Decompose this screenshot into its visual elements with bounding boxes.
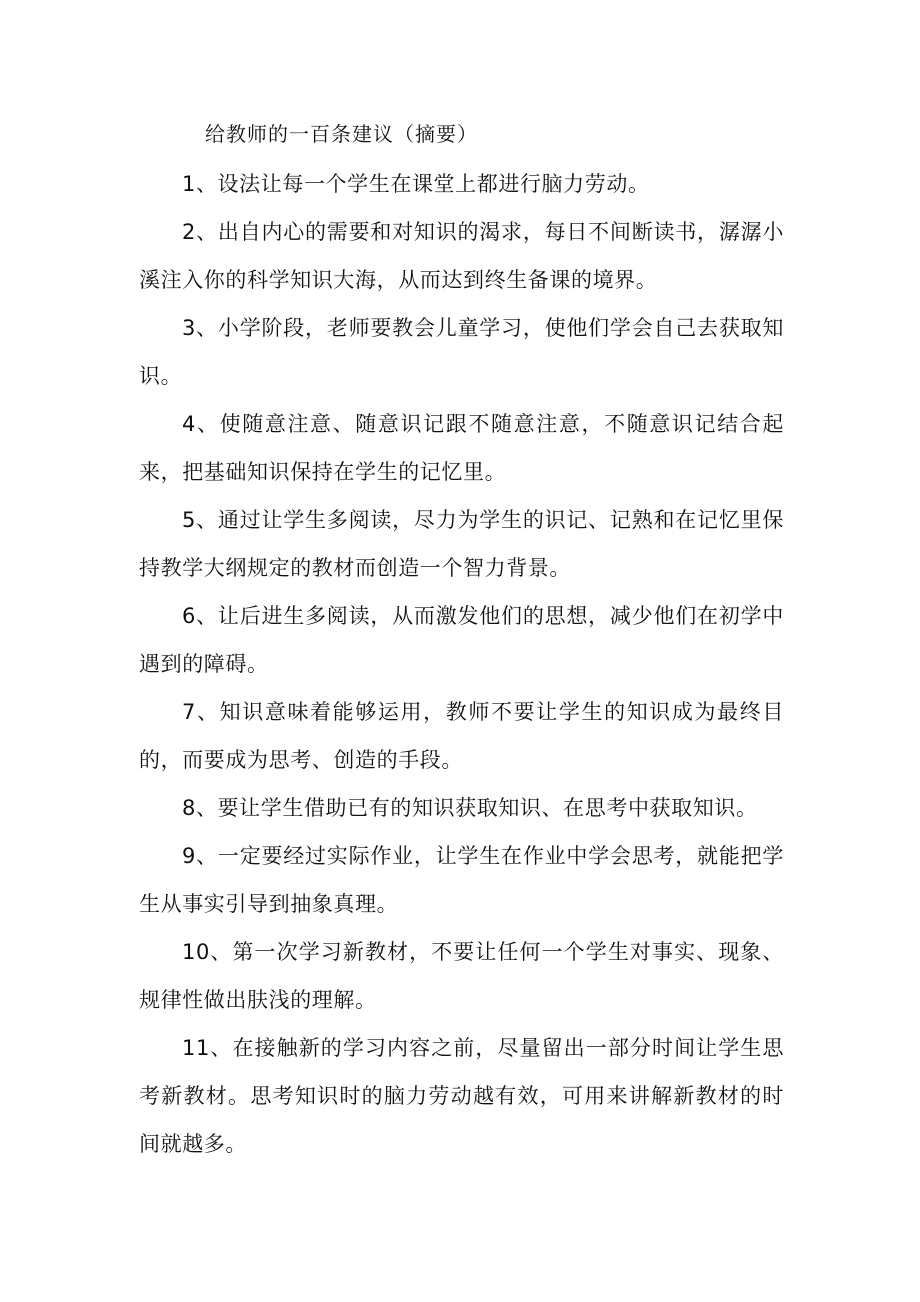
suggestion-9: 9、一定要经过实际作业，让学生在作业中学会思考，就能把学生从事实引导到抽象真理。 xyxy=(139,844,784,916)
suggestion-1: 1、设法让每一个学生在课堂上都进行脑力劳动。 xyxy=(182,172,650,196)
suggestion-7: 7、知识意味着能够运用，教师不要让学生的知识成为最终目的，而要成为思考、创造的手段。 xyxy=(139,700,784,772)
suggestion-11: 11、在接触新的学习内容之前，尽量留出一部分时间让学生思考新教材。思考知识时的脑力劳动越有效，可用来讲解新教材的时间就越多。 xyxy=(139,1036,784,1156)
suggestion-4: 4、使随意注意、随意识记跟不随意注意，不随意识记结合起来，把基础知识保持在学生的记忆里。 xyxy=(139,412,784,484)
suggestion-5: 5、通过让学生多阅读，尽力为学生的识记、记熟和在记忆里保持教学大纲规定的教材而创造一个智力背景。 xyxy=(139,508,784,580)
suggestion-3: 3、小学阶段，老师要教会儿童学习，使他们学会自己去获取知识。 xyxy=(139,316,784,388)
suggestion-8: 8、要让学生借助已有的知识获取知识、在思考中获取知识。 xyxy=(182,796,758,820)
document-title: 给教师的一百条建议（摘要） xyxy=(205,122,478,146)
suggestion-2: 2、出自内心的需要和对知识的渴求，每日不间断读书，潺潺小溪注入你的科学知识大海，从而达到终生备课的境界。 xyxy=(139,220,784,292)
suggestion-10: 10、第一次学习新教材，不要让任何一个学生对事实、现象、规律性做出肤浅的理解。 xyxy=(139,940,784,1012)
suggestion-6: 6、让后进生多阅读，从而激发他们的思想，减少他们在初学中遇到的障碍。 xyxy=(139,604,784,676)
